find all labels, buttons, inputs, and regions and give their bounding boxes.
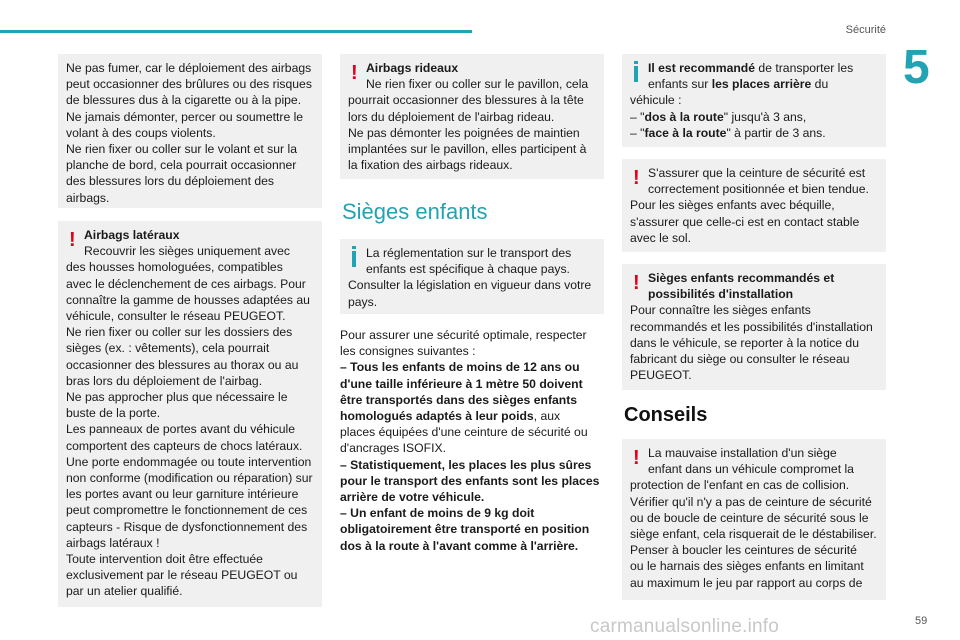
right-column: [622, 54, 886, 600]
section-title: Sécurité: [845, 24, 886, 36]
text-line: fabricant du siège ou consulter le réseau: [630, 352, 850, 367]
text-line: les portes avant ou leur garniture intérieure: [66, 487, 299, 502]
warning-box-curtain-airbags: [340, 54, 604, 179]
text-line: Pour connaître les sièges enfants: [630, 303, 811, 318]
left-column: [58, 54, 322, 607]
text-line: Ne pas approcher plus que nécessaire le: [66, 390, 288, 405]
warning-box-belt: [622, 159, 886, 252]
text-line: sièges (ex. : vêtements), cela pourrait: [66, 341, 270, 356]
text-line: véhicule, consulter le réseau PEUGEOT.: [66, 309, 286, 324]
text-line: S'assurer que la ceinture de sécurité est: [648, 166, 866, 180]
box-text: [630, 197, 878, 246]
box-line: enfants sur les places arrière du: [648, 77, 829, 92]
text-line: bras lors du déploiement de l'airbag.: [66, 373, 263, 388]
text-line: des blessures lors du déploiement des: [66, 174, 274, 189]
warning-icon: !: [633, 272, 640, 294]
text-line: ou de boucle de ceinture de sécurité sous le: [630, 510, 869, 525]
section-heading: Sièges enfants: [342, 199, 488, 224]
text-line: airbags latéraux !: [66, 535, 160, 550]
text-line: buste de la porte.: [66, 406, 161, 421]
text-line: La mauvaise installation d'un siège: [648, 446, 837, 460]
text-line: Sièges enfants recommandés et: [648, 271, 835, 285]
text-line: au maximum le jeu par rapport au corps de: [630, 575, 863, 590]
text-line: dos à la route à l'avant comme à l'arrière.: [340, 538, 579, 553]
text-line: – Un enfant de moins de 9 kg doit: [340, 506, 535, 521]
text-line: Ne jamais démonter, percer ou soumettre le: [66, 109, 304, 124]
box-text: [630, 445, 878, 477]
page-number: 59: [915, 615, 928, 627]
text-line: Ne pas démonter les poignées de maintien: [348, 125, 580, 140]
text-line: des housses homologuées, compatibles: [66, 260, 283, 275]
text-line: Toute intervention doit être effectuée: [66, 552, 263, 567]
bullet: [340, 424, 604, 456]
text-line: peut compromettre le fonctionnement de ces: [66, 503, 308, 518]
bullet: [340, 359, 604, 408]
text-line: peut occasionner des brûlures ou des risques: [66, 77, 312, 92]
text-line: PEUGEOT.: [630, 368, 692, 383]
text-line: être transportés dans des sièges enfants: [340, 392, 578, 407]
box-text: [348, 245, 596, 277]
box-text: [348, 92, 596, 173]
text-line: volant à des coups violents.: [66, 125, 216, 140]
text-line: Les panneaux de portes avant du véhicule: [66, 422, 296, 437]
warning-box-side-airbags: [58, 221, 322, 607]
text-line: lors du déploiement de l'airbag rideau.: [348, 109, 555, 124]
info-box-rear-seats: [622, 54, 886, 147]
text-line: Ne rien fixer ou coller sur le volant et sur la: [66, 142, 297, 157]
text-line: La réglementation sur le transport des: [366, 246, 572, 260]
header-accent-bar: [0, 30, 472, 33]
text-line: la fixation des airbags rideaux.: [348, 158, 513, 173]
text-line: recommandés et les possibilités d'installation: [630, 319, 873, 334]
bullet-line: homologués adaptés à leur poids, aux: [340, 409, 561, 424]
watermark: carmanualsonline.info: [590, 616, 780, 637]
info-icon: [352, 251, 356, 267]
box-text: [630, 477, 878, 590]
text-line: Ne rien fixer ou coller sur les dossiers des: [66, 325, 293, 340]
text-line: enfants est spécifique à chaque pays.: [366, 262, 570, 277]
text-line: exclusivement par le réseau PEUGEOT ou: [66, 568, 298, 583]
text-line: dans le véhicule, se reporter à la notice du: [630, 335, 859, 350]
text-line: d'une taille inférieure à 1 mètre 50 doivent: [340, 376, 583, 391]
text-line: – Statistiquement, les places les plus sûres: [340, 457, 592, 472]
box-title: Airbags latéraux: [84, 228, 180, 242]
text-line: non conforme (modification ou réparation) sur: [66, 471, 313, 486]
text-line: obligatoirement être transporté en position: [340, 522, 590, 537]
warning-icon: !: [69, 229, 76, 251]
text-line: de blessures dus à la cigarette ou à la pipe.: [66, 93, 302, 108]
warning-box-smoking: [58, 54, 322, 208]
text-line: Vérifier qu'il n'y a pas de ceinture de sécurité: [630, 494, 872, 509]
text-line: avec le déclenchement de ces airbags. Pour: [66, 276, 306, 291]
text-line: Consulter la législation en vigueur dans votre: [348, 278, 592, 293]
text-line: d'ancrages ISOFIX.: [340, 441, 446, 456]
box-title: Airbags rideaux: [366, 61, 459, 75]
text-line: possibilités d'installation: [648, 287, 794, 302]
instructions-text: [340, 327, 604, 554]
text-line: correctement positionnée et bien tendue.: [648, 182, 869, 197]
text-line: par un atelier qualifié.: [66, 584, 183, 599]
warning-box-recommended-seats: [622, 264, 886, 390]
text-line: arrière de votre véhicule.: [340, 490, 485, 505]
box-text: [630, 165, 878, 197]
text-line: planche de bord, cela pourrait occasionner: [66, 158, 297, 173]
text-line: – Tous les enfants de moins de 12 ans ou: [340, 360, 580, 375]
warning-icon: !: [633, 447, 640, 469]
paragraph: [340, 327, 604, 359]
box-text: [348, 277, 596, 309]
text-line: airbags.: [66, 190, 110, 205]
text-line: occasionner des blessures au thorax ou au: [66, 357, 299, 372]
text-line: avec le sol.: [630, 230, 691, 245]
middle-column: [340, 54, 604, 554]
text-line: connaître la gamme de housses adaptées au: [66, 292, 310, 307]
text-line: pour le transport des enfants sont les places: [340, 473, 600, 488]
warning-icon: !: [351, 62, 358, 84]
box-first-line: Ne rien fixer ou coller sur le pavillon, cela: [366, 77, 589, 92]
bullet: [340, 457, 604, 506]
text-line: les consignes suivantes :: [340, 344, 476, 359]
text-line: Pour les sièges enfants avec béquille,: [630, 198, 835, 213]
text-line: places équipées d'une ceinture de sécurité ou: [340, 425, 588, 440]
text-line: capteurs - Risque de dysfonctionnement des: [66, 519, 308, 534]
section-heading: Conseils: [624, 404, 708, 426]
text-line: Pour assurer une sécurité optimale, respecter: [340, 328, 587, 342]
text-line: protection de l'enfant en cas de collision.: [630, 478, 850, 493]
text-line: comportent des capteurs de chocs latéraux.: [66, 438, 303, 453]
text-line: Une porte endommagée ou toute intervention: [66, 454, 312, 469]
text-line: pays.: [348, 294, 378, 309]
box-text: [66, 259, 314, 599]
info-box-regulation: [340, 239, 604, 314]
text-line: siège enfant, cela risquerait de le déstabiliser.: [630, 527, 877, 542]
box-first-line: Recouvrir les sièges uniquement avec: [84, 244, 290, 259]
box-text: [630, 302, 878, 383]
chapter-number: 5: [903, 41, 930, 94]
warning-icon: !: [633, 167, 640, 189]
box-text: [66, 60, 314, 206]
warning-box-installation: [622, 439, 886, 600]
text-line: pourrait occasionner des blessures à la tête: [348, 93, 584, 108]
bullet: [340, 505, 604, 554]
box-line: Il est recommandé de transporter les: [648, 61, 854, 75]
text-line: s'assurer que celle-ci est en contact stable: [630, 214, 860, 229]
text-line: enfant dans un véhicule compromet la: [648, 462, 854, 477]
text-line: implantées sur le pavillon, elles participent à: [348, 142, 587, 157]
text-line: Penser à boucler les ceintures de sécurité: [630, 543, 857, 558]
info-icon: [634, 66, 638, 82]
text-line: ou le harnais des sièges enfants en limitant: [630, 559, 864, 574]
box-line: – "face à la route" à partir de 3 ans.: [630, 125, 826, 140]
box-line: véhicule :: [630, 93, 682, 108]
box-title: [630, 270, 878, 302]
box-line: – "dos à la route" jusqu'à 3 ans,: [630, 109, 807, 124]
text-line: Ne pas fumer, car le déploiement des airbags: [66, 61, 312, 75]
